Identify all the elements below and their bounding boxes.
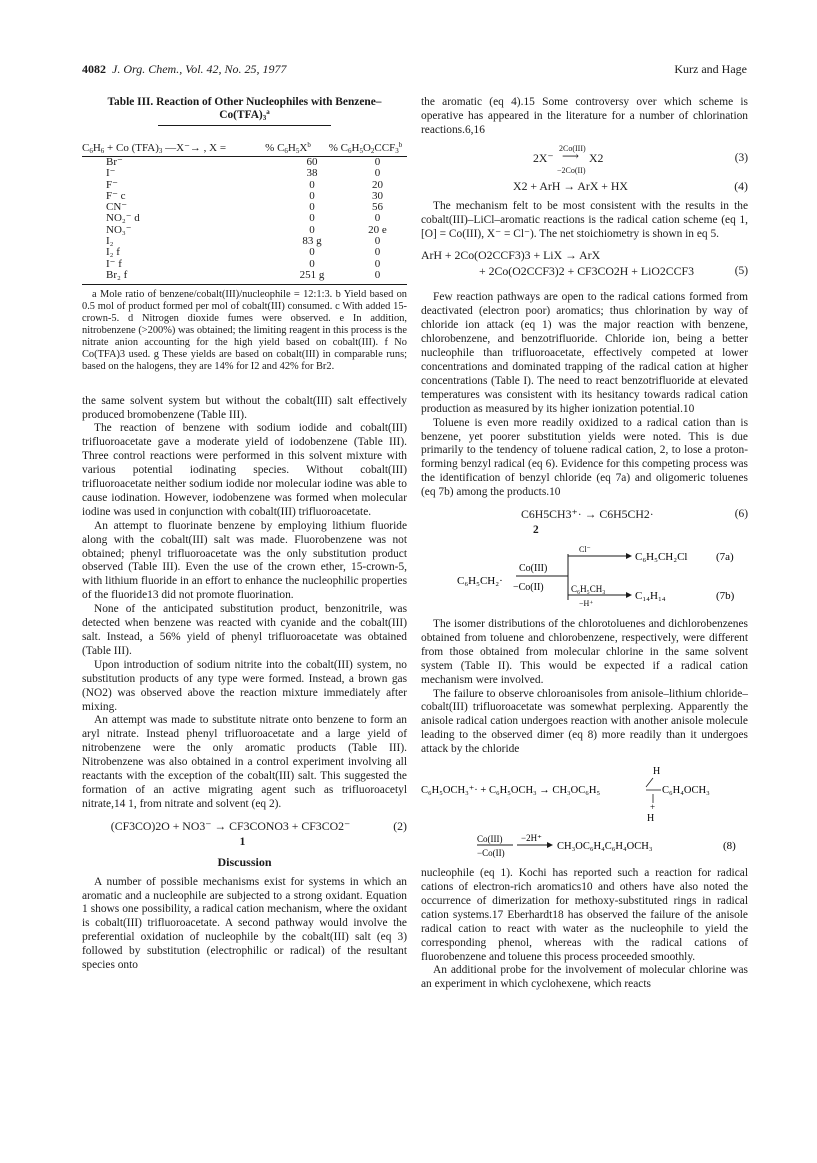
- equation-6: C6H5CH3⁺· → C6H5CH2· 2 (6): [521, 507, 748, 537]
- paragraph: the same solvent system but without the cobalt(III) salt effectively produced bromobenzene (Table III).: [82, 394, 407, 421]
- table-title: Table III. Reaction of Other Nucleophiles with Benzene– $Co(TFA)_3^a$: [107, 96, 382, 122]
- svg-text:(7a): (7a): [716, 551, 734, 564]
- ester-yield-cell: 56: [372, 201, 383, 214]
- halide-yield-cell: 251 g: [299, 268, 325, 281]
- halide-yield-cell: 0: [309, 178, 315, 191]
- paragraph: The mechanism felt to be most consistent with the results in the cobalt(III)–LiCl–aromatic reactions is the radical cation scheme (eq 1, [O] = Co(III), X⁻ = Cl⁻). The net stoichiometry is shown in eq 5.: [421, 199, 748, 240]
- svg-text:−Co(II): −Co(II): [513, 582, 544, 594]
- equation-4: X2 + ArH → ArX + HX (4): [513, 178, 748, 193]
- ester-yield-cell: 0: [374, 212, 381, 225]
- running-authors: Kurz and Hage: [674, 62, 747, 76]
- paragraph: Few reaction pathways are open to the radical cations formed from deactivated (electron poor) aromatics; thus chlorination by way of chloride ion attack (eq 1) was the major reaction with benzene, chlorobenzene, and benzotrifluoride. Chloride ion, being a better nucleophile than trifluoroacetate, effectively competed at lower concentrations and dominated trapping of the radical cation at higher concentrations (Table I). The need to react benzotrifluoride at elevated temperatures was consistent with its hesitancy towards radical cation production as measured by its higher ionization potential.10: [421, 291, 748, 415]
- table-footnote: a Mole ratio of benzene/cobalt(III)/nucleophile = 12:1:3. b Yield based on 0.5 mol of product formed per mol of cobalt(III) consumed. c With added 15-crown-5. d Nitrogen dioxide fumes were observed. e In addition, nitrobenzene (>200%) was obtained; the limiting reagent in this process is the nitrate anion accounting for the high yield based on cobalt(III). f No Co(TFA)3 used. g These yields are based on cobalt(III) in comparable runs; based on the halogens, they are 14% for I2 and 42% for Br2.: [82, 289, 407, 372]
- table-row: [82, 236, 407, 247]
- col-header-reaction: $C_6H_6 + Co$ $(TFA)_3$ —X⁻→ , X =: [82, 142, 227, 155]
- nucleophile-cell: NO₃⁻: [106, 223, 132, 236]
- table-column-headers: [82, 140, 407, 156]
- halide-yield-cell: 60: [306, 156, 318, 168]
- paragraph: An attempt was made to substitute nitrate onto benzene to form an aryl nitrate. Instead phenyl trifluoroacetate and a large yield of nitrobenzene were the only aromatic products (Table III). Nitrobenzene was also obtained in a control experiment involving all reactants with the exception of the cobalt(III) salt. This suggested the formation of an active migrating agent such as trifluoroacetyl nitrate,14 1, from nitrate and solvent (eq 2).: [82, 714, 407, 810]
- nucleophile-cell: NO₂⁻ d: [106, 212, 140, 225]
- table-body: [82, 157, 407, 281]
- ester-yield-cell: 0: [374, 268, 381, 281]
- section-title-discussion: Discussion: [217, 854, 272, 869]
- nucleophile-cell: F⁻: [106, 178, 118, 191]
- equation-2: (CF3CO)2O + NO3⁻ → CF3CONO3 + CF3CO2⁻ (2): [110, 818, 407, 833]
- paragraph: The failure to observe chloroanisoles from anisole–lithium chloride–cobalt(III) trifluoroacetate was somewhat perplexing. Apparently the anisole radical cation undergoes reaction with another anisole molecule leading to the observed dimer (eq 8) more readily than it undergoes attack by the chloride: [421, 687, 748, 756]
- equation-7-scheme: [421, 544, 748, 608]
- svg-text:−H⁺: −H⁺: [579, 599, 594, 609]
- svg-text:CH₃OC₆H₄C₆H₄OCH₃: CH₃OC₆H₄C₆H₄OCH₃: [557, 841, 653, 853]
- nucleophile-cell: I₂ f: [106, 246, 120, 259]
- col-header-ester-yield: % $C_6H_5O_2CCF_3^b$: [328, 141, 403, 155]
- ester-yield-cell: 20: [372, 178, 383, 191]
- table-row: [82, 247, 407, 258]
- paragraph: nucleophile (eq 1). Kochi has reported such a reaction for radical cations of electron-rich aromatics10 and others have also noted the occurrence of dimerization for methoxy-substituted rings in radical cation systems.17 Eberhardt18 has observed the failure of the anisole radical cation to react with water as the nucleophile to yield the corresponding phenol, whereas with the radical cations of fluorobenzene and toluene this process proceeded smoothly.: [421, 867, 748, 963]
- svg-text:Co(III): Co(III): [477, 834, 503, 845]
- nucleophile-cell: Br₂ f: [106, 268, 128, 281]
- equation-5: ArH + 2Co(O2CCF3)3 + LiX → ArX + 2Co(O2CCF3)2 + CF3CO2H + LiO2CCF3 (5): [421, 248, 748, 279]
- halide-yield-cell: 38: [306, 167, 318, 180]
- ester-yield-cell: 20 e: [368, 223, 387, 236]
- ester-yield-cell: 0: [374, 167, 381, 180]
- svg-text:H: H: [653, 766, 661, 778]
- equation-2-label: 1: [239, 835, 246, 848]
- table-row: [82, 225, 407, 236]
- halide-yield-cell: 0: [309, 212, 315, 225]
- svg-text:+: +: [650, 802, 656, 813]
- table-row: [82, 180, 407, 191]
- title-underline: [158, 125, 331, 126]
- left-column: [82, 96, 407, 973]
- nucleophile-cell: CN⁻: [106, 201, 128, 214]
- paragraph: the aromatic (eq 4).15 Some controversy over which scheme is operative has appeared in the literature for a number of chlorination reactions.6,16: [421, 96, 748, 136]
- ester-yield-cell: 0: [374, 257, 381, 270]
- nucleophile-cell: Br⁻: [106, 156, 123, 168]
- equation-3: 2Co(III) 2X⁻ ⟶ X2 −2Co(II) (3): [533, 143, 748, 175]
- table-row: [82, 259, 407, 270]
- svg-text:Cl⁻: Cl⁻: [579, 545, 591, 555]
- halide-yield-cell: 0: [309, 223, 315, 236]
- right-column: [421, 96, 748, 992]
- table-row: [82, 270, 407, 281]
- svg-text:−Co(II): −Co(II): [477, 848, 505, 859]
- svg-text:H: H: [647, 813, 655, 825]
- svg-text:C₆H₅CH₂Cl: C₆H₅CH₂Cl: [635, 551, 688, 564]
- page-header: [82, 62, 747, 78]
- ester-yield-cell: 0: [374, 235, 381, 248]
- page-number: 4082: [82, 62, 106, 76]
- paragraph: The isomer distributions of the chlorotoluenes and dichlorobenzenes obtained from toluene and chlorobenzene, respectively, were different from those obtained from molecular chlorine in the same solvent system (Table II). This would be expected if a radical cation mechanism were involved.: [421, 618, 748, 686]
- svg-text:Co(III): Co(III): [519, 563, 548, 575]
- equation-8-scheme: [421, 763, 748, 863]
- col-header-halide-yield: % $C_6H_5X^b$: [265, 141, 311, 155]
- halide-yield-cell: 0: [309, 201, 315, 214]
- nucleophile-cell: I₂: [106, 235, 114, 248]
- ester-yield-cell: 30: [372, 189, 383, 202]
- svg-text:(7b): (7b): [716, 590, 735, 603]
- svg-text:−2H⁺: −2H⁺: [521, 833, 542, 844]
- svg-text:(8): (8): [723, 840, 736, 853]
- svg-text:C₁₄H₁₄: C₁₄H₁₄: [635, 590, 666, 603]
- halide-yield-cell: 0: [309, 257, 315, 270]
- halide-yield-cell: 0: [309, 189, 315, 202]
- ester-yield-cell: 0: [374, 156, 381, 168]
- eq7-start: C₆H₅CH₂·: [457, 575, 503, 588]
- svg-text:C₆H₅OCH₃⁺· + C₆H₅OCH₃ → CH₃OC₆: C₆H₅OCH₃⁺· + C₆H₅OCH₃ → CH₃OC₆H₅: [421, 785, 601, 797]
- table-row: [82, 157, 407, 168]
- nucleophile-cell: I⁻ f: [106, 257, 122, 270]
- paragraph: None of the anticipated substitution product, benzonitrile, was detected when benzene was reacted with cyanide and the cobalt(III) salt. Instead, a 56% yield of phenyl trifluoroacetate was obtained (Table III).: [82, 603, 407, 657]
- journal-citation: J. Org. Chem., Vol. 42, No. 25, 1977: [112, 62, 287, 76]
- paragraph: The reaction of benzene with sodium iodide and cobalt(III) trifluoroacetate gave a moderate yield of iodobenzene (Table III). Three control reactions were performed in this solvent mixture with various potential iodinating species. Without cobalt(III) trifluoroacetate neither sodium iodide nor molecular iodine was able to cause iodination. However, iodobenzene was formed when molecular iodine was used in conjunction with cobalt(III) trifluoroacetate.: [82, 422, 407, 518]
- svg-text:C₆H₅CH₃: C₆H₅CH₃: [571, 584, 606, 595]
- halide-yield-cell: 0: [309, 246, 315, 259]
- paragraph: Upon introduction of sodium nitrite into the cobalt(III) system, no substitution products of any type were formed. Instead, a brown gas (NO2) was observed above the reaction mixture immediately after mixing.: [82, 658, 407, 713]
- paragraph: An attempt to fluorinate benzene by employing lithium fluoride along with the cobalt(III) salt was made. Fluorobenzene was not obtained; phenyl trifluoroacetate was the only substitution product observed (Table III). Even the use of the crown ether, 15-crown-5, with lithium fluoride in an effort to enhance the nucleophilic properties of the fluoride13 did not promote fluorination.: [82, 519, 407, 602]
- table-footnotes: [82, 289, 407, 372]
- paragraph: An additional probe for the involvement of molecular chlorine was an experiment in which cyclohexene, which reacts: [421, 964, 748, 991]
- svg-text:C₆H₄OCH₃: C₆H₄OCH₃: [662, 785, 710, 797]
- table-iii: [82, 96, 407, 373]
- nucleophile-cell: F⁻ c: [106, 189, 126, 202]
- ester-yield-cell: 0: [374, 246, 381, 259]
- paragraph: Toluene is even more readily oxidized to a radical cation than is benzene, yet poorer substitution yields were noted. This is due primarily to the tendency of toluene radical cation, 2, to lose a proton-forming benzyl radical (eq 6). Evidence for this competing process was the identification of benzyl chloride (eq 7a) and oligomeric toluenes (eq 7b) among the products.10: [421, 416, 748, 499]
- table-row: [82, 191, 407, 202]
- halide-yield-cell: 83 g: [302, 235, 322, 248]
- table-row: [82, 168, 407, 179]
- nucleophile-cell: I⁻: [106, 167, 116, 180]
- paragraph: A number of possible mechanisms exist for systems in which an aromatic and a nucleophile are subjected to a strong oxidant. Equation 1 shows one possibility, a radical cation mechanism, where the oxidant is cobalt(III) trifluoroacetate. A second pathway would involve the preferential oxidation of nucleophile by the cobalt(III) salt (eq 3) followed by substitution (electrophilic or radical) of the resultant species onto: [82, 875, 407, 972]
